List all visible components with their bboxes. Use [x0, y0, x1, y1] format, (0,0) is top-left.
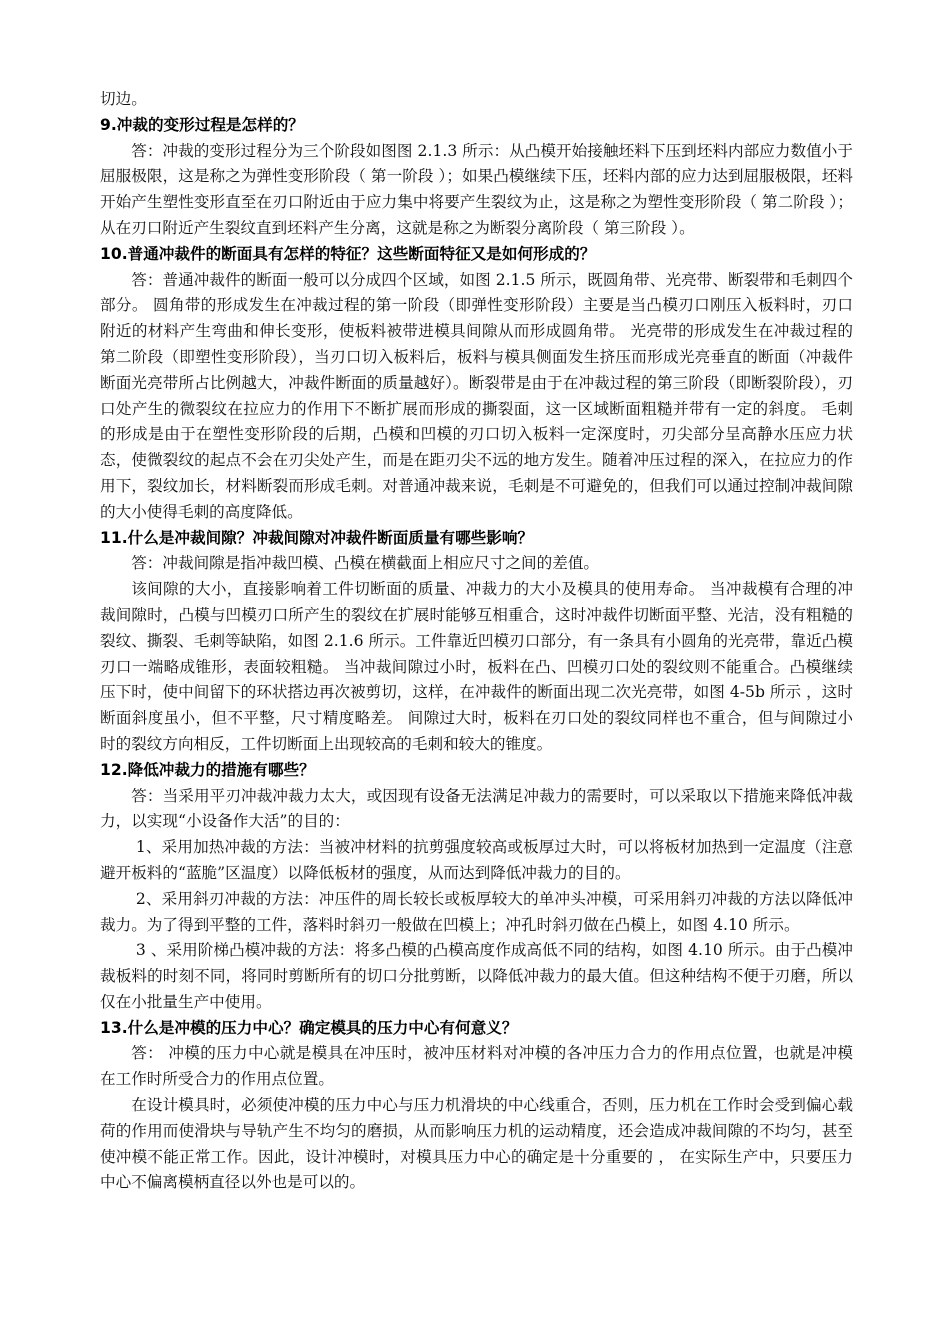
section-q11 [100, 526, 853, 758]
answer-paragraph: 答：冲裁的变形过程分为三个阶段如图图 2.1.3 所示：从凸模开始接触坯料下压到坯料内部应力数值小于屈服极限，这是称之为弹性变形阶段（ 第一阶段 ）；如果凸模继续下压，坯料内部的应力达到屈服极限，坯料开始产生塑性变形直至在刃口附近由于应力集中将要产生裂纹为止，这是称之为塑性变形阶段（ 第二阶段 ）；从在刃口附近产生裂纹直到坯料产生分离，这就是称之为断裂分离阶段（ 第三阶段 ）。 [100, 141, 853, 237]
section-q9 [100, 113, 853, 242]
section-q12 [100, 758, 853, 1016]
intro-fragment: 切边。 [100, 90, 147, 108]
answer-paragraph: 答：普通冲裁件的断面一般可以分成四个区域，如图 2.1.5 所示，既圆角带、光亮带、断裂带和毛刺四个部分。 圆角带的形成发生在冲裁过程的第一阶段（即弹性变形阶段）主要是当凸模刃口刚压入板料时，刃口附近的材料产生弯曲和伸长变形，使板料被带进模具间隙从而形成圆角带。 光亮带的形成发生在冲裁过程的第二阶段（即塑性变形阶段），当刃口切入板料后，板料与模具侧面发生挤压而形成光亮垂直的断面（冲裁件断面光亮带所占比例越大，冲裁件断面的质量越好）。断裂带是由于在冲裁过程的第三阶段（即断裂阶段），刃口处产生的微裂纹在拉应力的作用下不断扩展而形成的撕裂面，这一区域断面粗糙并带有一定的斜度。 毛刺的形成是由于在塑性变形阶段的后期，凸模和凹模的刃口切入板料一定深度时，刃尖部分呈高静水压应力状态，使微裂纹的起点不会在刃尖处产生，而是在距刃尖不远的地方发生。随着冲压过程的深入，在拉应力的作用下，裂纹加长，材料断裂而形成毛刺。对普通冲裁来说，毛刺是不可避免的，但我们可以通过控制冲裁间隙的大小使得毛刺的高度降低。 [100, 270, 853, 521]
method-paragraph: 3 、采用阶梯凸模冲裁的方法：将多凸模的凸模高度作成高低不同的结构，如图 4.10 所示。由于凸模冲裁板料的时刻不同，将同时剪断所有的切口分批剪断，以降低冲裁力的最大值。但这种结构不便于刃磨，所以仅在小批量生产中使用。 [100, 941, 853, 1011]
method-paragraph: 2、采用斜刃冲裁的方法：冲压件的周长较长或板厚较大的单冲头冲模，可采用斜刃冲裁的方法以降低冲裁力。为了得到平整的工件，落料时斜刃一般做在凹模上；冲孔时斜刃做在凸模上，如图 4.10 所示。 [100, 889, 853, 934]
question-heading: 9.冲裁的变形过程是怎样的？ [100, 115, 304, 134]
answer-paragraph: 答： 冲模的压力中心就是模具在冲压时，被冲压材料对冲模的各冲压力合力的作用点位置，也就是冲模在工作时所受合力的作用点位置。 [100, 1044, 853, 1089]
section-q13 [100, 1016, 853, 1197]
answer-paragraph: 答：当采用平刃冲裁冲裁力太大，或因现有设备无法满足冲裁力的需要时，可以采取以下措施来降低冲裁力，以实现“小设备作大活”的目的： [100, 786, 853, 831]
question-heading: 12.降低冲裁力的措施有哪些？ [100, 760, 315, 779]
question-heading: 11.什么是冲裁间隙？冲裁间隙对冲裁件断面质量有哪些影响？ [100, 528, 534, 547]
answer-paragraph: 该间隙的大小，直接影响着工件切断面的质量、冲裁力的大小及模具的使用寿命。 当冲裁模有合理的冲裁间隙时，凸模与凹模刃口所产生的裂纹在扩展时能够互相重合，这时冲裁件切断面平整、光洁，没有粗糙的裂纹、撕裂、毛刺等缺陷，如图 2.1.6 所示。工件靠近凹模刃口部分，有一条具有小圆角的光亮带，靠近凸模刃口一端略成锥形，表面较粗糙。 当冲裁间隙过小时，板料在凸、凹模刃口处的裂纹则不能重合。凸模继续压下时，使中间留下的环状搭边再次被剪切，这样，在冲裁件的断面出现二次光亮带，如图 4-5b 所示 ，这时断面斜度虽小，但不平整，尺寸精度略差。 间隙过大时，板料在刃口处的裂纹同样也不重合，但与间隙过小时的裂纹方向相反，工件切断面上出现较高的毛刺和较大的锥度。 [100, 580, 853, 753]
question-heading: 13.什么是冲模的压力中心？确定模具的压力中心有何意义？ [100, 1018, 518, 1037]
answer-paragraph: 答：冲裁间隙是指冲裁凹模、凸模在横截面上相应尺寸之间的差值。 [131, 554, 600, 573]
section-q10 [100, 242, 853, 526]
method-paragraph: 1、采用加热冲裁的方法：当被冲材料的抗剪强度较高或板厚过大时，可以将板材加热到一定温度（注意避开板料的“蓝脆”区温度）以降低板材的强度，从而达到降低冲裁力的目的。 [100, 838, 853, 882]
answer-paragraph: 在设计模具时，必须使冲模的压力中心与压力机滑块的中心线重合，否则，压力机在工作时会受到偏心载荷的作用而使滑块与导轨产生不均匀的磨损，从而影响压力机的运动精度，还会造成冲裁间隙的不均匀，甚至使冲模不能正常工作。因此，设计冲模时，对模具压力中心的确定是十分重要的 ， 在实际生产中，只要压力中心不偏离模柄直径以外也是可以的。 [100, 1096, 853, 1192]
question-heading: 10.普通冲裁件的断面具有怎样的特征？这些断面特征又是如何形成的？ [100, 244, 596, 263]
